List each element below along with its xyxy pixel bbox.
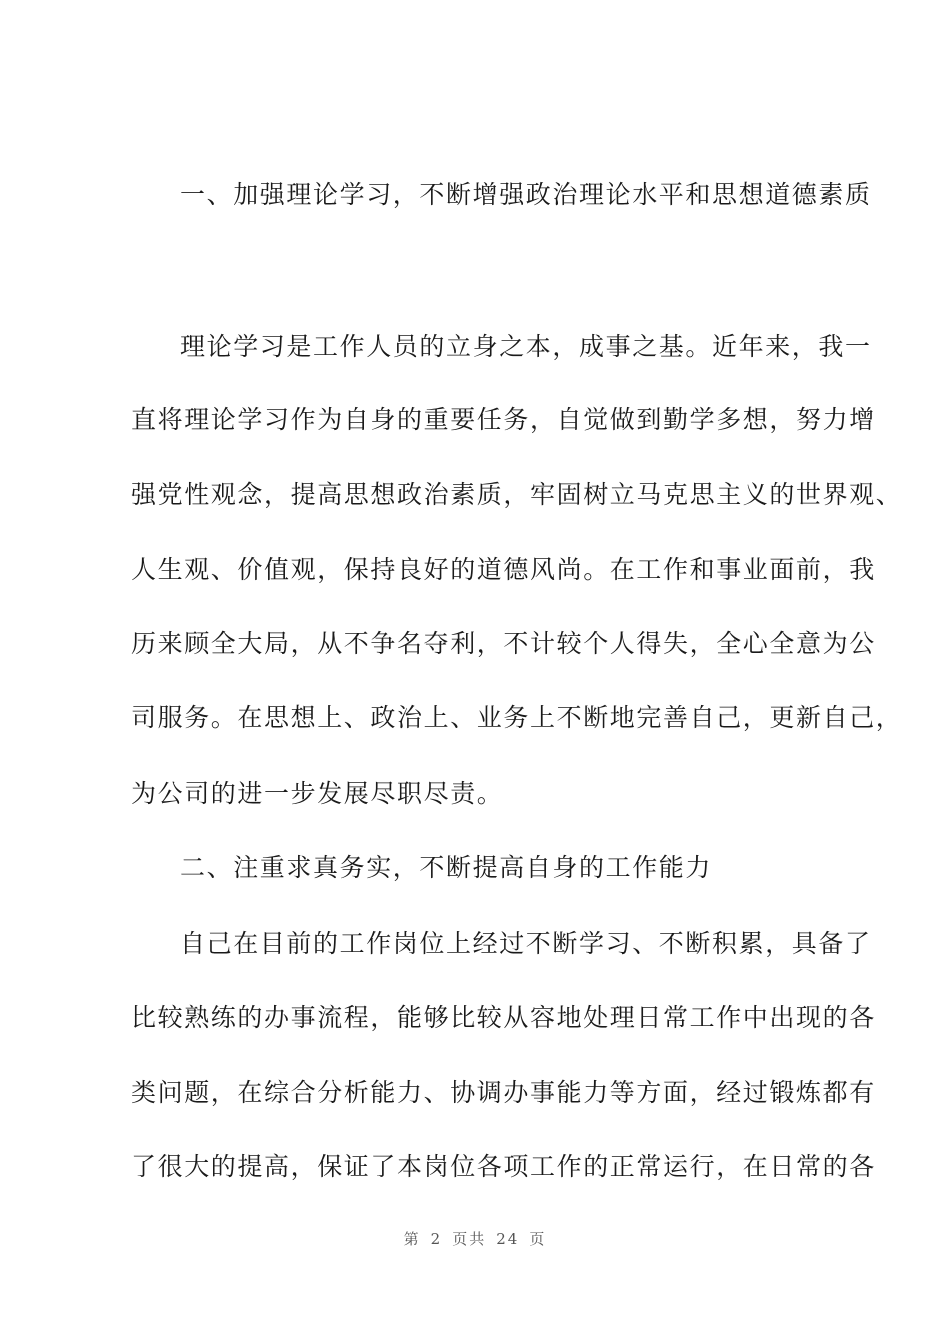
footer-label-page: 第 bbox=[403, 1230, 421, 1248]
paragraph-2-line-1: 自己在目前的工作岗位上经过不断学习、不断积累，具备了 bbox=[180, 929, 872, 958]
paragraph-2-line-3: 类问题，在综合分析能力、协调办事能力等方面，经过锻炼都有 bbox=[131, 1078, 876, 1107]
paragraph-2-line-4: 了很大的提高，保证了本岗位各项工作的正常运行，在日常的各 bbox=[131, 1152, 876, 1181]
footer-current-page: 2 bbox=[430, 1230, 443, 1248]
footer-label-end: 页 bbox=[529, 1230, 547, 1248]
paragraph-2-line-2: 比较熟练的办事流程，能够比较从容地处理日常工作中出现的各 bbox=[131, 1003, 876, 1032]
paragraph-1-line-7: 为公司的进一步发展尽职尽责。 bbox=[131, 779, 504, 808]
section-heading-1: 一、加强理论学习，不断增强政治理论水平和思想道德素质 bbox=[180, 180, 872, 209]
footer-label-of: 页共 bbox=[452, 1230, 487, 1248]
footer-total-pages: 24 bbox=[496, 1230, 520, 1248]
paragraph-1-line-1: 理论学习是工作人员的立身之本，成事之基。近年来，我一 bbox=[180, 332, 872, 361]
paragraph-1-line-2: 直将理论学习作为自身的重要任务，自觉做到勤学多想，努力增 bbox=[131, 405, 876, 434]
section-heading-2: 二、注重求真务实，不断提高自身的工作能力 bbox=[180, 853, 713, 882]
page-footer bbox=[0, 1228, 950, 1249]
paragraph-1-line-3: 强党性观念，提高思想政治素质，牢固树立马克思主义的世界观、 bbox=[131, 480, 903, 509]
paragraph-1-line-4: 人生观、价值观，保持良好的道德风尚。在工作和事业面前，我 bbox=[131, 555, 876, 584]
paragraph-1-line-5: 历来顾全大局，从不争名夺利，不计较个人得失，全心全意为公 bbox=[131, 629, 876, 658]
paragraph-1-line-6: 司服务。在思想上、政治上、业务上不断地完善自己，更新自己， bbox=[131, 703, 903, 732]
